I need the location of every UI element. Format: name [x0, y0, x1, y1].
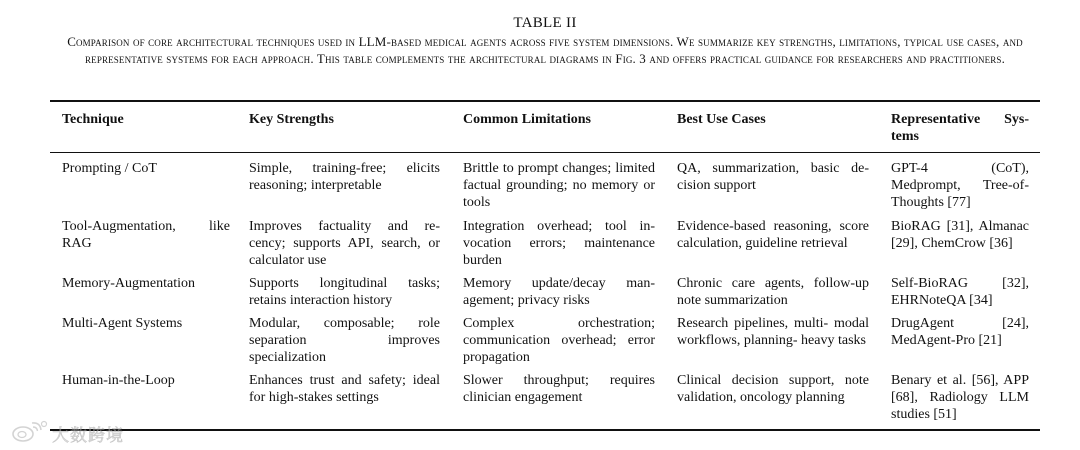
table-row-5-use-cases: Clinical decision support, note validation, oncology planning: [677, 373, 869, 405]
watermark: [10, 418, 124, 449]
table-label: TABLE II: [513, 15, 577, 31]
table-row-2-use-cases: Evidence-based reasoning, score calculation, guideline retrieval: [677, 219, 869, 251]
header-rule: [50, 152, 1040, 153]
header-key-strengths: Key Strengths: [249, 112, 334, 127]
table-row-2-technique: Tool-Augmentation, like RAG: [62, 219, 230, 251]
table-caption: Comparison of core architectural techniques used in LLM-based medical agents across five system dimensions. We summarize key strengths, limitations, typical use cases, and representative systems for each approach. This table complements the architectural diagrams in Fig. 3 and offers practical guidance for researchers and practitioners.: [67, 34, 1023, 66]
header-technique: Technique: [62, 112, 124, 127]
table-row-3-use-cases: Chronic care agents, follow-up note summarization: [677, 276, 869, 308]
table-row-1-strengths: Simple, training-free; elicits reasoning; interpretable: [249, 161, 440, 193]
table-row-2-limitations: Integration overhead; tool in- vocation errors; maintenance burden: [463, 219, 655, 268]
bottom-rule: [50, 429, 1040, 431]
table-caption-block: [40, 14, 1050, 67]
table-row-5-systems: Benary et al. [56], APP [68], Radiology LLM studies [51]: [891, 373, 1029, 422]
header-representative-systems: Representative Sys- tems: [891, 112, 1029, 144]
table-row-4-systems: DrugAgent [24], MedAgent-Pro [21]: [891, 316, 1029, 348]
table-row-3-systems: Self-BioRAG [32], EHRNoteQA [34]: [891, 276, 1029, 308]
table-row-2-strengths: Improves factuality and re- cency; supports API, search, or calculator use: [249, 219, 440, 268]
watermark-text: 大数跨境: [52, 426, 124, 446]
table-row-3-strengths: Supports longitudinal tasks; retains interaction history: [249, 276, 440, 308]
table-row-1-technique: Prompting / CoT: [62, 161, 157, 176]
header-common-limitations: Common Limitations: [463, 112, 591, 127]
top-rule: [50, 100, 1040, 102]
table-row-4-limitations: Complex orchestration; communication overhead; error propagation: [463, 316, 655, 365]
table-row-4-technique: Multi-Agent Systems: [62, 316, 183, 331]
table-row-2-systems: BioRAG [31], Almanac [29], ChemCrow [36]: [891, 219, 1029, 251]
weibo-logo-icon: [10, 418, 48, 449]
table-row-3-limitations: Memory update/decay man- agement; privacy risks: [463, 276, 655, 308]
table-row-4-strengths: Modular, composable; role separation improves specialization: [249, 316, 440, 365]
table-row-4-use-cases: Research pipelines, multi- modal workflows, planning- heavy tasks: [677, 316, 869, 348]
table-row-5-technique: Human-in-the-Loop: [62, 373, 175, 388]
table-row-5-strengths: Enhances trust and safety; ideal for high-stakes settings: [249, 373, 440, 405]
table-row-1-limitations: Brittle to prompt changes; limited factual grounding; no memory or tools: [463, 161, 655, 210]
table-row-1-systems: GPT-4 (CoT), Medprompt, Tree-of- Thoughts [77]: [891, 161, 1029, 210]
table-row-5-limitations: Slower throughput; requires clinician engagement: [463, 373, 655, 405]
table-row-3-technique: Memory-Augmentation: [62, 276, 195, 291]
table-row-1-use-cases: QA, summarization, basic de- cision support: [677, 161, 869, 193]
header-best-use-cases: Best Use Cases: [677, 112, 766, 127]
